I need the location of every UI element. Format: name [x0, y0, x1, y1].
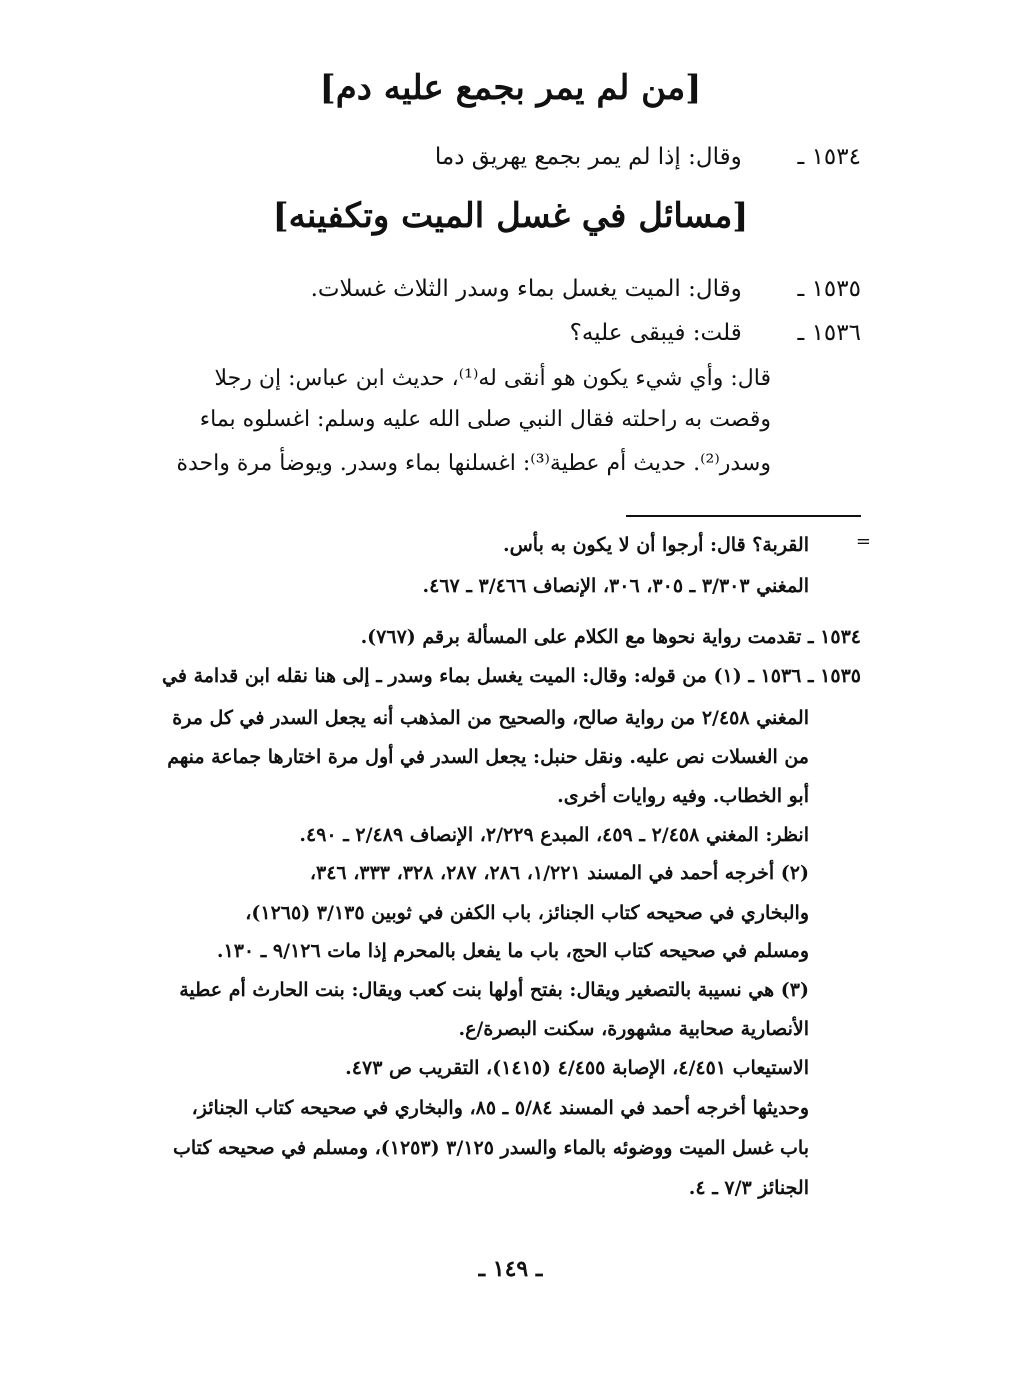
entry-number: ١٥٣٤ ـ	[797, 144, 861, 170]
footnote-line: ومسلم في صحيحه كتاب الحج، باب ما يفعل بالمحرم إذا مات ٩/١٢٦ ـ ١٣٠.	[216, 940, 809, 962]
entry-text: وقال: الميت يغسل بماء وسدر الثلاث غسلات.	[310, 276, 742, 302]
footnote-separator	[626, 515, 861, 517]
entry-number: ١٥٣٥ ـ	[797, 276, 861, 302]
footnote-line: باب غسل الميت ووضوئه بالماء والسدر ٣/١٢٥ (١٢٥٣)، ومسلم في صحيحه كتاب	[172, 1137, 809, 1159]
entry-text: قلت: فيبقى عليه؟	[569, 320, 742, 346]
entry-1536	[570, 318, 861, 348]
footnote-line: من الغسلات نص عليه. ونقل حنبل: يجعل السدر في أول مرة اختارها جماعة منهم	[167, 746, 809, 768]
continuation-marker: =	[855, 531, 871, 552]
footnote-line: المغني ٣/٣٠٣ ـ ٣٠٥، ٣٠٦، الإنصاف ٣/٤٦٦ ـ ٤٦٧.	[422, 575, 809, 597]
footnote-line: المغني ٢/٤٥٨ من رواية صالح، والصحيح من المذهب أنه يجعل السدر في كل مرة	[172, 707, 809, 729]
section-heading: [مسائل في غسل الميت وتكفينه]	[272, 196, 749, 236]
body-line: قال: وأي شيء يكون هو أنقى له⁽¹⁾، حديث ابن عباس: إن رجلا	[214, 366, 771, 391]
footnote-line: ١٥٣٤ ـ تقدمت رواية نحوها مع الكلام على المسألة برقم (٧٦٧).	[360, 626, 861, 648]
entry-1534	[435, 142, 861, 172]
footnote-line: الجنائز ٧/٣ ـ ٤.	[688, 1177, 809, 1199]
body-line: وقصت به راحلته فقال النبي صلى الله عليه وسلم: اغسلوه بماء	[199, 407, 771, 432]
footnote-line: والبخاري في صحيحه كتاب الجنائز، باب الكفن في ثوبين ٣/١٣٥ (١٢٦٥)،	[245, 902, 809, 924]
body-line: وسدر⁽²⁾. حديث أم عطية⁽³⁾: اغسلنها بماء وسدر. ويوضأ مرة واحدة	[176, 451, 771, 476]
footnote-line: الاستيعاب ٤/٤٥١، الإصابة ٤/٤٥٥ (١٤١٥)، التقريب ص ٤٧٣.	[345, 1057, 809, 1079]
footnote-line: انظر: المغني ٢/٤٥٨ ـ ٤٥٩، المبدع ٢/٢٢٩، الإنصاف ٢/٤٨٩ ـ ٤٩٠.	[299, 824, 809, 846]
footnote-line: الأنصارية صحابية مشهورة، سكنت البصرة/ع.	[458, 1018, 809, 1040]
page-number: ـ ١٤٩ ـ	[478, 1256, 543, 1282]
footnote-line: القربة؟ قال: أرجوا أن لا يكون به بأس.	[503, 534, 809, 556]
footnote-line: (٢) أخرجه أحمد في المسند ١/٢٢١، ٢٨٦، ٢٨٧، ٣٢٨، ٣٣٣، ٣٤٦،	[309, 862, 809, 884]
entry-1535	[311, 274, 861, 304]
entry-text: وقال: إذا لم يمر بجمع يهريق دما	[434, 144, 742, 170]
footnote-line: ١٥٣٥ ـ ١٥٣٦ ـ (١) من قوله: وقال: الميت يغسل بماء وسدر ـ إلى هنا نقله ابن قدامة في	[162, 665, 861, 687]
footnote-line: أبو الخطاب. وفيه روايات أخرى.	[557, 785, 809, 807]
section-heading: [من لم يمر بجمع عليه دم]	[319, 68, 702, 108]
footnote-line: (٣) هي نسيبة بالتصغير ويقال: بفتح أولها بنت كعب ويقال: بنت الحارث أم عطية	[179, 979, 809, 1001]
entry-number: ١٥٣٦ ـ	[797, 320, 861, 346]
footnote-line: وحديثها أخرجه أحمد في المسند ٥/٨٤ ـ ٨٥، والبخاري في صحيحه كتاب الجنائز،	[191, 1097, 809, 1119]
